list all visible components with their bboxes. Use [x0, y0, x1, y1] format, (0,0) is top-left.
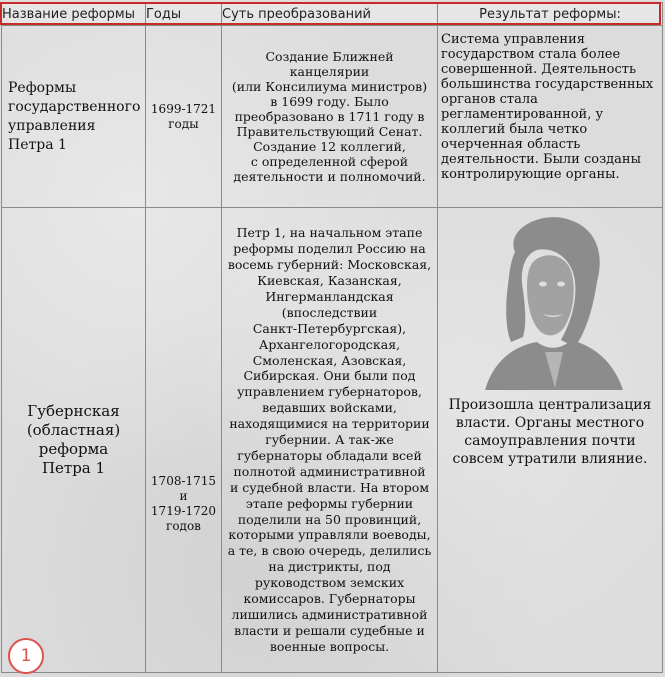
text-line: Губернская — [27, 402, 120, 420]
reform-name-cell — [2, 208, 146, 673]
text-line: самоуправления почти — [464, 433, 636, 449]
text-line: власти. Органы местного — [455, 415, 645, 431]
text-line: управлением губернаторов, — [237, 384, 422, 400]
text-line: Санкт-Петербургская), — [252, 320, 407, 336]
reform-table — [1, 2, 663, 673]
text-line: реформа — [38, 440, 109, 458]
text-line: Сибирская. Они были под — [243, 368, 416, 384]
result-cell — [438, 26, 663, 208]
text-line: государством стала более — [441, 47, 621, 62]
text-line: 1719-1720 — [150, 504, 217, 518]
text-line: этапе реформы губернии — [245, 495, 414, 511]
essence-cell — [222, 208, 438, 673]
header-essence: Суть преобразований — [222, 3, 438, 26]
text-line: годы — [168, 116, 199, 131]
text-line: а те, в свою очередь, делились — [227, 543, 432, 559]
text-line: Архангелогородская, — [258, 336, 401, 352]
text-line: в 1699 году. Было — [270, 94, 389, 109]
text-line: комиссаров. Губернаторы — [243, 591, 416, 607]
table-row — [2, 208, 663, 673]
text-line: годов — [166, 519, 201, 533]
portrait-icon — [475, 212, 625, 394]
text-line: Создание Ближней — [265, 49, 394, 64]
text-line: (впоследствии — [281, 304, 378, 320]
text-line: деятельности. Были созданы — [441, 152, 641, 167]
header-years: Годы — [146, 3, 222, 26]
text-line: Киевская, Казанская, — [257, 272, 402, 288]
table-row — [2, 26, 663, 208]
text-line: поделили на 50 провинций, — [237, 511, 422, 527]
header-row — [2, 3, 663, 26]
text-line: (областная) — [26, 421, 121, 439]
text-line: большинства государственных — [441, 77, 654, 92]
page-number-badge: 1 — [8, 638, 44, 674]
text-line: находящимися на территории — [229, 416, 430, 432]
header-result: Результат реформы: — [438, 3, 663, 26]
essence-cell — [222, 26, 438, 208]
years-cell — [146, 26, 222, 208]
text-line: губернаторы обладали всей — [237, 447, 422, 463]
text-line: руководством земских — [254, 575, 405, 591]
result-cell — [438, 208, 663, 673]
text-line: управления — [8, 117, 96, 134]
text-line: власти и решали судебные и — [234, 622, 425, 638]
text-line: на дистрикты, под — [268, 559, 391, 575]
text-line: государственного — [8, 98, 141, 115]
text-line: военные вопросы. — [269, 638, 390, 654]
text-line: Ингерманландская — [265, 288, 394, 304]
header-name: Название реформы — [2, 3, 146, 26]
text-line: полнотой административной — [233, 463, 426, 479]
text-line: лишились административной — [231, 607, 428, 623]
text-line: Смоленская, Азовская, — [252, 352, 407, 368]
text-line: совсем утратили влияние. — [452, 451, 648, 467]
text-line: органов стала — [441, 92, 538, 107]
text-line: Система управления — [441, 32, 585, 47]
text-line: Создание 12 коллегий, — [253, 139, 406, 154]
text-line: Петра 1 — [8, 136, 67, 153]
text-line: которыми управляли воеводы, — [228, 527, 431, 543]
text-line: преобразовано в 1711 году в — [234, 109, 425, 124]
text-line: с определенной сферой — [250, 154, 409, 169]
text-line: Правительствующий Сенат. — [236, 124, 423, 139]
text-line: деятельности и полномочий. — [233, 169, 426, 184]
text-line: канцелярии — [289, 64, 370, 79]
text-line: Петра 1 — [41, 459, 106, 477]
text-line: губернии. А так-же — [265, 432, 394, 448]
text-line: очерченная область — [441, 137, 581, 152]
years-cell — [146, 208, 222, 673]
text-line: регламентированной, у — [441, 107, 604, 122]
text-line: восемь губерний: Московская, — [227, 257, 432, 273]
text-line: 1699-1721 — [150, 101, 217, 116]
text-line: контролирующие органы. — [441, 167, 620, 182]
text-line: Петр 1, на начальном этапе — [236, 225, 423, 241]
text-line: и — [179, 489, 188, 503]
reform-name-cell — [2, 26, 146, 208]
text-line: коллегий была четко — [441, 122, 588, 137]
text-line: Произошла централизация — [448, 397, 652, 413]
text-line: 1708-1715 — [150, 474, 217, 488]
text-line: (или Консилиума министров) — [231, 79, 428, 94]
text-line: Реформы — [8, 79, 77, 96]
text-line: реформы поделил Россию на — [233, 241, 426, 257]
result-text — [438, 396, 662, 468]
text-line: совершенной. Деятельность — [441, 62, 637, 77]
text-line: и судебной власти. На втором — [229, 479, 430, 495]
text-line: ведавших войсками, — [262, 400, 397, 416]
